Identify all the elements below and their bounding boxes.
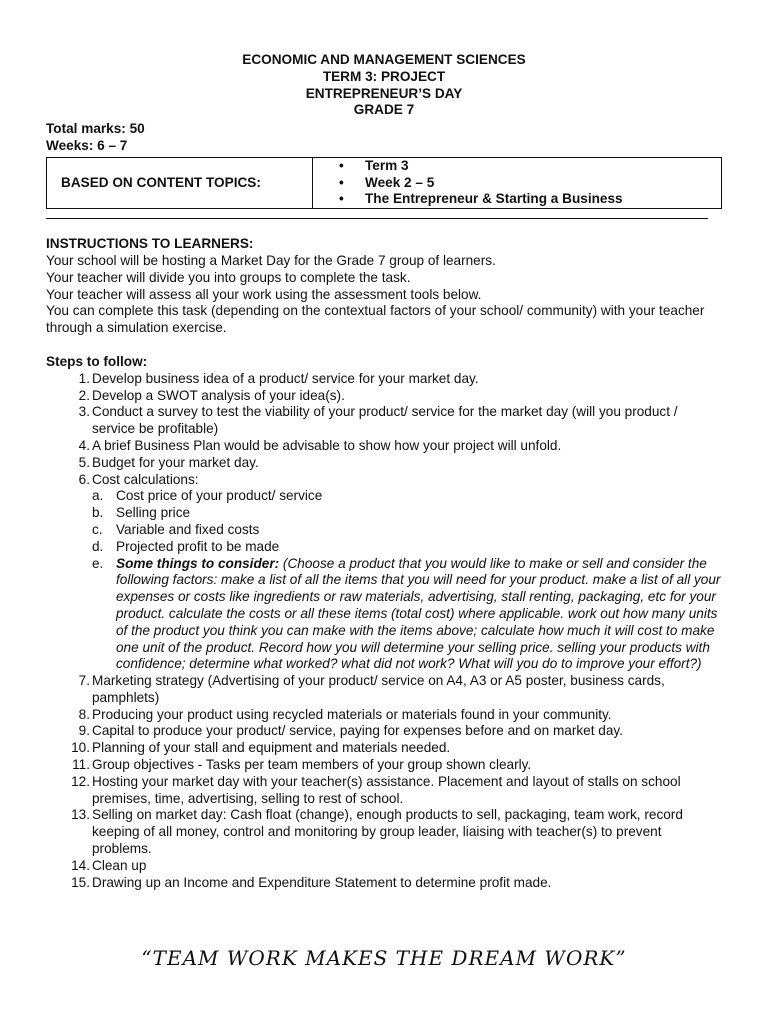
step-text: Planning of your stall and equipment and materials needed. <box>92 740 451 756</box>
step-item <box>46 807 722 857</box>
instruction-paragraph: Your teacher will assess all your work using the assessment tools below. <box>46 286 482 302</box>
step-item <box>46 472 722 674</box>
weeks: Weeks: 6 – 7 <box>46 137 128 153</box>
sub-letter: d. <box>92 538 104 554</box>
step-text: Producing your product using recycled materials or materials found in your community. <box>92 706 612 722</box>
step-text: Conduct a survey to test the viability of your product/ service for the market day (will you product / service be profitable) <box>92 404 678 437</box>
motto: “TEAM WORK MAKES THE DREAM WORK” <box>141 946 627 970</box>
sub-letter: a. <box>92 488 104 504</box>
title-line: ENTREPRENEUR’S DAY <box>305 85 463 101</box>
sub-item <box>92 522 722 539</box>
step-item <box>46 757 722 774</box>
step-number: 2. <box>78 387 90 403</box>
step-item <box>46 404 722 438</box>
step-text: Drawing up an Income and Expenditure Statement to determine profit made. <box>92 874 552 890</box>
sub-letter: c. <box>92 521 103 537</box>
sub-text: Selling price <box>116 505 191 521</box>
topic-item: • Week 2 – 5 <box>339 175 623 192</box>
step-text: Group objectives - Tasks per team members of your group shown clearly. <box>92 757 532 773</box>
content-topics-table <box>46 157 722 209</box>
step-item <box>46 858 722 875</box>
step-item <box>46 723 722 740</box>
step-item <box>46 875 722 892</box>
step-item <box>46 740 722 757</box>
step-item <box>46 438 722 455</box>
step-number: 5. <box>78 454 90 470</box>
step-item <box>46 774 722 808</box>
step-number: 6. <box>78 471 90 487</box>
sub-item <box>92 505 722 522</box>
step-number: 14. <box>71 857 90 873</box>
sub-lead: Some things to consider: <box>116 555 280 571</box>
steps-list <box>46 371 722 892</box>
title-line: TERM 3: PROJECT <box>322 68 446 84</box>
step-text: Marketing strategy (Advertising of your product/ service on A4, A3 or A5 poster, business cards, pamphlets) <box>92 673 665 705</box>
step-number: 11. <box>72 757 90 773</box>
step-number: 8. <box>78 706 90 722</box>
title-line: GRADE 7 <box>353 102 415 118</box>
topic-item: • Term 3 <box>339 158 623 175</box>
document-title <box>46 52 722 119</box>
content-topics-label: BASED ON CONTENT TOPICS: <box>47 158 313 208</box>
step-item <box>46 371 722 388</box>
step-item <box>46 673 722 707</box>
sub-text: (Choose a product that you would like to make or sell and consider the following factors: make a list of all the items that you will need for your product. make a list of all your expenses or costs like ingredients or raw materials, advertising, stall renting, packaging, etc for your product. calculate the costs or all these items (total cost) where applicable. work out how many units of the product you think you can make with the items above; calculate how much it will cost to make one unit of the product. Record how you will determine your selling price. selling your products with confidence; determine what worked? what did not work? What will you do to improve your effort?) <box>116 555 721 672</box>
step-text: Capital to produce your product/ service, paying for expenses before and on market day. <box>92 723 623 739</box>
step-number: 3. <box>78 404 90 420</box>
step-number: 15. <box>71 874 90 890</box>
step-item <box>46 455 722 472</box>
step-text: Clean up <box>92 857 147 873</box>
step-number: 13. <box>71 807 90 823</box>
document-page <box>46 52 722 891</box>
sub-text: Projected profit to be made <box>116 538 280 554</box>
sub-item <box>92 556 722 674</box>
step-text: Budget for your market day. <box>92 454 259 470</box>
step-text: Hosting your market day with your teacher(s) assistance. Placement and layout of stalls on school premises, time, advertising, selling to rest of school. <box>92 773 681 806</box>
cost-calculations-list <box>92 488 722 673</box>
divider <box>46 218 708 219</box>
instruction-paragraph: Your teacher will divide you into groups to complete the task. <box>46 269 411 285</box>
instructions-heading: INSTRUCTIONS TO LEARNERS: <box>46 236 254 252</box>
step-number: 9. <box>78 723 90 739</box>
step-item <box>46 707 722 724</box>
step-text: Develop business idea of a product/ service for your market day. <box>92 370 479 386</box>
instruction-paragraph: You can complete this task (depending on the contextual factors of your school/ community) with your teacher through a simulation exercise. <box>46 303 705 336</box>
sub-letter: e. <box>92 555 104 571</box>
step-text: A brief Business Plan would be advisable to show how your project will unfold. <box>92 437 562 453</box>
step-text: Selling on market day: Cash float (change), enough products to sell, packaging, team work, record keeping of all money, control and monitoring by group leader, liaising with teacher(s) to prevent problems. <box>92 807 683 857</box>
step-number: 4. <box>78 437 90 453</box>
step-item <box>46 388 722 405</box>
step-number: 7. <box>78 673 90 689</box>
sub-item <box>92 539 722 556</box>
title-line: ECONOMIC AND MANAGEMENT SCIENCES <box>242 52 526 67</box>
steps-heading: Steps to follow: <box>46 353 148 369</box>
sub-item <box>92 488 722 505</box>
total-marks: Total marks: 50 <box>46 121 145 137</box>
content-topics-list <box>313 158 623 208</box>
step-text: Develop a SWOT analysis of your idea(s). <box>92 387 345 403</box>
sub-letter: b. <box>92 505 104 521</box>
step-text: Cost calculations: <box>92 471 199 487</box>
step-number: 1. <box>78 370 90 386</box>
step-number: 12. <box>71 773 90 789</box>
instruction-paragraph: Your school will be hosting a Market Day for the Grade 7 group of learners. <box>46 252 496 268</box>
sub-text: Variable and fixed costs <box>116 521 260 537</box>
step-number: 10. <box>71 740 90 756</box>
sub-text: Cost price of your product/ service <box>116 488 323 504</box>
topic-item: • The Entrepreneur & Starting a Business <box>339 191 623 208</box>
